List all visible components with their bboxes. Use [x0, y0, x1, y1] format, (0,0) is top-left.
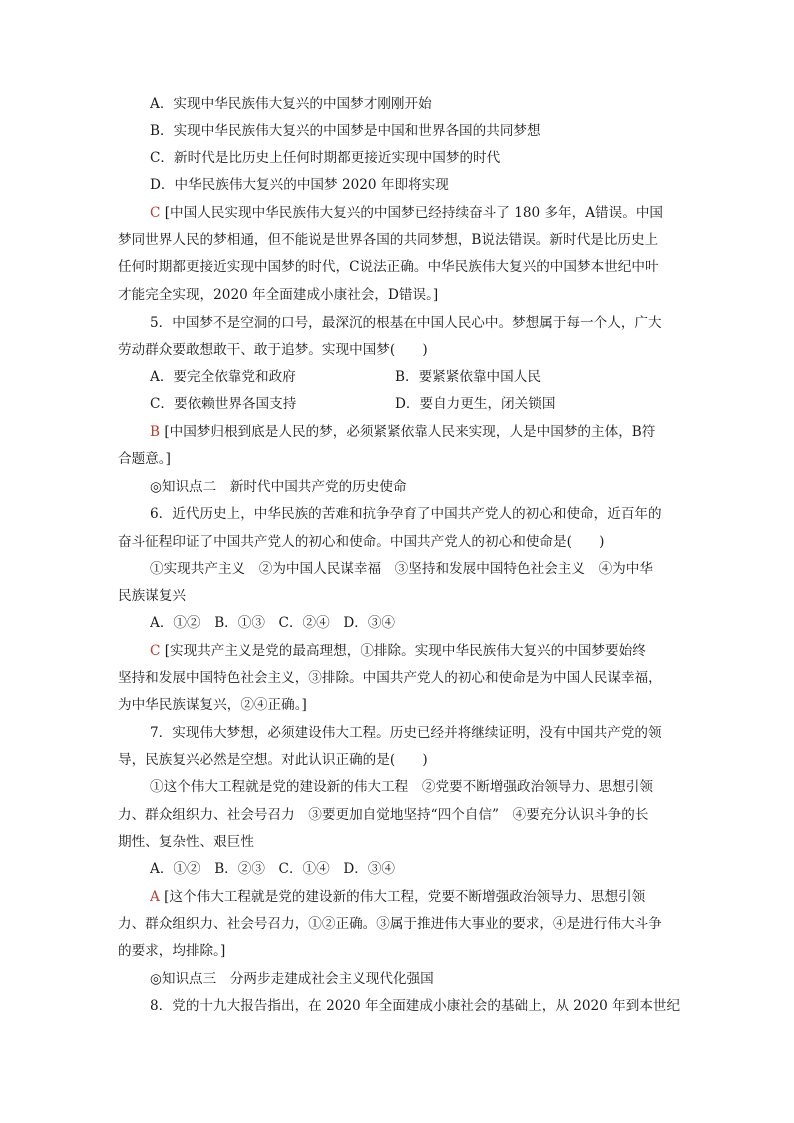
answer-text: [实现共产主义是党的最高理想，①排除。实现中华民族伟大复兴的中国梦要始终: [160, 643, 646, 659]
choices-line: A．①② B．①③ C．②④ D．③④: [150, 615, 396, 631]
option-a: A．要完全依靠党和政府: [150, 369, 296, 385]
choices-line: A．①② B．②③ C．①④ D．③④: [150, 861, 396, 877]
option-a-line: A．实现中华民族伟大复兴的中国梦才刚刚开始: [150, 96, 432, 112]
question-8-line: 8．党的十九大报告指出，在 2020 年全面建成小康社会的基础上，从 2020 年到本世纪: [150, 998, 681, 1014]
answer-line: [150, 419, 710, 446]
option-row: [150, 364, 710, 391]
section-heading: ◎知识点二 新时代中国共产党的历史使命: [150, 479, 407, 495]
statement-line: ①实现共产主义 ②为中国人民谋幸福 ③坚持和发展中国特色社会主义 ④为中华: [150, 561, 653, 577]
option-c-line: C．新时代是比历史上任何时期都更接近实现中国梦的时代: [150, 150, 501, 166]
answer-line: 梦同世界人民的梦相通，但不能说是世界各国的共同梦想，B说法错误。新时代是比历史上: [118, 232, 659, 248]
answer-key: C: [150, 643, 161, 659]
question-5-line: 5．中国梦不是空洞的口号，最深沉的根基在中国人民心中。梦想属于每一个人，广大: [150, 315, 662, 331]
answer-key: B: [150, 424, 160, 440]
answer-line: 为中华民族谋复兴，②④正确。]: [118, 697, 307, 713]
question-7-line: 7．实现伟大梦想，必须建设伟大工程。历史已经并将继续证明，没有中国共产党的领: [150, 725, 662, 741]
answer-line: [150, 200, 710, 227]
answer-line: 的要求，均排除。]: [118, 943, 226, 959]
answer-line: 任何时期都更接近实现中国梦的时代，C说法正确。中华民族伟大复兴的中国梦本世纪中叶: [118, 259, 659, 275]
statement-line: 力、群众组织力、社会号召力 ③要更加自觉地坚持“四个自信” ④要充分认识斗争的长: [118, 807, 649, 823]
question-6-line: 6．近代历史上，中华民族的苦难和抗争孕育了中国共产党人的初心和使命，近百年的: [150, 506, 662, 522]
option-b-line: B．实现中华民族伟大复兴的中国梦是中国和世界各国的共同梦想: [150, 123, 541, 139]
statement-line: 民族谋复兴: [118, 588, 186, 604]
question-6-line: 奋斗征程印证了中国共产党人的初心和使命。中国共产党人的初心和使命是( ): [118, 534, 605, 550]
answer-key: C: [150, 205, 161, 221]
statement-line: 期性、复杂性、艰巨性: [118, 834, 254, 850]
option-c: C．要依赖世界各国支持: [150, 396, 297, 412]
question-5-line: 劳动群众要敢想敢干、敢于追梦。实现中国梦( ): [118, 342, 428, 358]
option-b: B．要紧紧依靠中国人民: [395, 369, 541, 385]
answer-line: [150, 884, 710, 911]
question-7-line: 导，民族复兴必然是空想。对此认识正确的是( ): [118, 752, 428, 768]
section-heading: ◎知识点三 分两步走建成社会主义现代化强国: [150, 971, 434, 987]
answer-line: 才能完全实现，2020 年全面建成小康社会，D错误。]: [118, 287, 439, 303]
answer-key: A: [150, 889, 160, 905]
answer-line: [150, 638, 710, 665]
option-d: D．要自力更生，闭关锁国: [395, 396, 556, 412]
answer-line: 力、群众组织力、社会号召力，①②正确。③属于推进伟大事业的要求，④是进行伟大斗争: [118, 916, 662, 932]
option-d-line: D．中华民族伟大复兴的中国梦 2020 年即将实现: [150, 177, 449, 193]
answer-line: 坚持和发展中国特色社会主义，③排除。中国共产党人的初心和使命是为中国人民谋幸福，: [118, 670, 662, 686]
statement-line: ①这个伟大工程就是党的建设新的伟大工程 ②党要不断增强政治领导力、思想引领: [150, 779, 653, 795]
answer-text: [这个伟大工程就是党的建设新的伟大工程，党要不断增强政治领导力、思想引领: [159, 889, 646, 905]
answer-text: [中国梦归根到底是人民的梦，必须紧紧依靠人民来实现，人是中国梦的主体，B符: [160, 424, 656, 440]
answer-line: 合题意。]: [118, 451, 171, 467]
answer-text: [中国人民实现中华民族伟大复兴的中国梦已经持续奋斗了 180 多年，A错误。中国: [160, 205, 664, 221]
option-row: [150, 391, 710, 418]
